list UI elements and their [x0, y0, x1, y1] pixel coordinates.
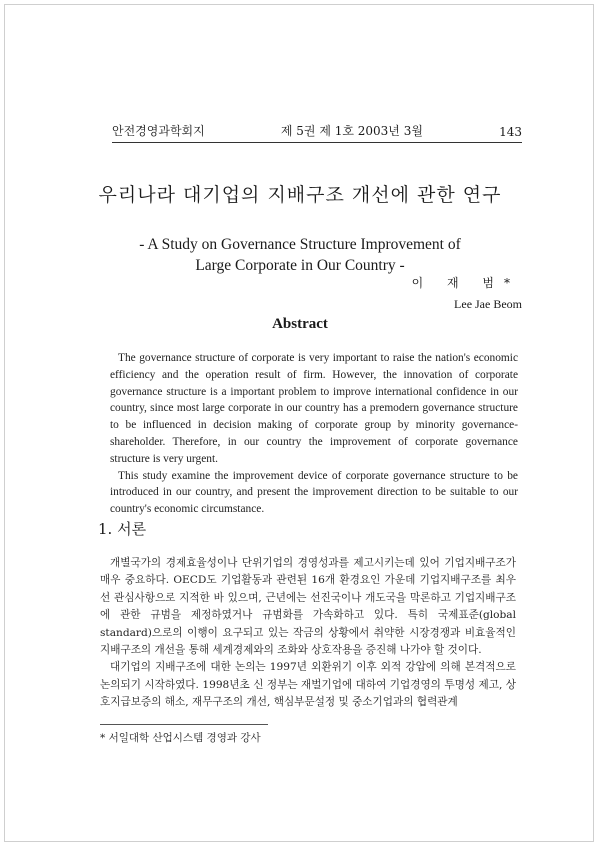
abstract-heading: Abstract	[272, 316, 328, 332]
title-en-line-1: - A Study on Governance Structure Improvement of	[139, 236, 461, 253]
page-number: 143	[499, 125, 522, 139]
abstract-paragraph: This study examine the improvement device of corporate governance structure to be introduced in our country, and present the improvement direction to be suitable to our country's economic circumstance.	[110, 469, 518, 516]
author-name-korean: 이 재 범*	[411, 276, 520, 290]
author-name-english: Lee Jae Beom	[454, 297, 522, 311]
running-header	[112, 121, 522, 139]
section-heading: 1. 서론	[98, 520, 147, 538]
title-en-line-2: Large Corporate in Our Country -	[195, 257, 405, 274]
abstract-paragraph: The governance structure of corporate is very important to raise the nation's economic efficiency and the operation result of firm. However, the innovation of corporate governance structure is a important problem to improve international confidence in our country, since most large corporate in our country has a premodern governance structure to be influenced in decision making of corporate group by minority governance-shareholder. Therefore, in our country the improvement of corporate governance structure is very urgent.	[110, 352, 518, 465]
body-paragraph: 대기업의 지배구조에 대한 논의는 1997년 외환위기 이후 외적 강압에 의해 본격적으로 논의되기 시작하였다. 1998년초 신 정부는 재벌기업에 대하여 기업경영의 투명성 제고, 상호지급보증의 해소, 재무구조의 개선, 핵심부문설정 및 중소기업과의 협력관계	[100, 661, 516, 709]
paper-title-korean: 우리나라 대기업의 지배구조 개선에 관한 연구	[98, 184, 502, 206]
abstract-body	[110, 350, 518, 518]
section-body	[100, 555, 516, 712]
body-paragraph: 개별국가의 경제효율성이나 단위기업의 경영성과를 제고시키는데 있어 기업지배구조가 매우 중요하다. OECD도 기업활동과 관련된 16개 환경요인 가운데 기업지배구조를 최우선 관심사항으로 지적한 바 있으며, 근년에는 선진국이나 개도국을 막론하고 기업지배구조에 관한 규범을 제정하였거나 규범화를 가속화하고 있다. 특히 국제표준(global standard)으로의 이행이 요구되고 있는 작금의 상황에서 취약한 시장경쟁과 비효율적인 지배구조의 개선을 통해 세계경제와의 조화와 상호작용을 증진해 나가야 할 것이다.	[100, 557, 516, 657]
footnote-rule	[100, 724, 268, 725]
footnote: * 서일대학 산업시스템 경영과 강사	[100, 732, 261, 744]
header-rule	[112, 142, 522, 143]
issue-info: 제 5권 제 1호 2003년 3월	[280, 124, 423, 138]
journal-name: 안전경영과학회지	[112, 124, 205, 138]
paper-title-english	[95, 234, 505, 276]
